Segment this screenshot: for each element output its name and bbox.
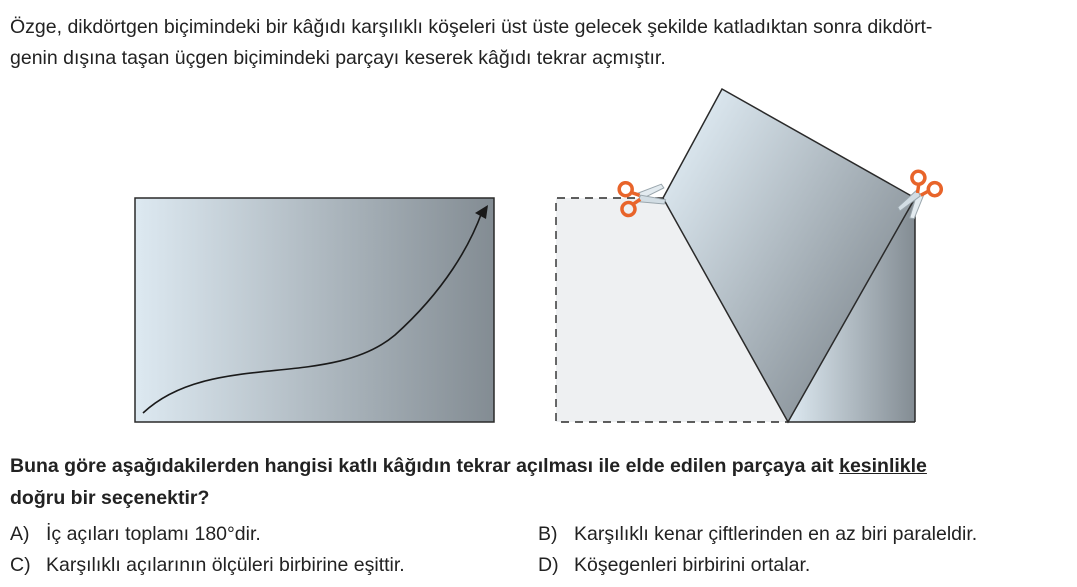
question-text xyxy=(10,450,1070,514)
option-letter: A) xyxy=(10,523,30,545)
option-letter: C) xyxy=(10,554,31,576)
option-text: Köşegenleri birbirini ortalar. xyxy=(574,554,811,576)
original-paper xyxy=(135,198,494,422)
intro-line-1: Özge, dikdörtgen biçimindeki bir kâğıdı karşılıklı köşeleri üst üste gelecek şekilde katladıktan sonra dikdört- xyxy=(10,16,933,38)
option-c[interactable] xyxy=(10,553,405,577)
question-line-2: doğru bir seçenektir? xyxy=(10,487,210,509)
option-text: Karşılıklı kenar çiftlerinden en az biri paraleldir. xyxy=(574,523,978,545)
option-text: İç açıları toplamı 180°dir. xyxy=(46,523,261,545)
question-line-1-text: Buna göre aşağıdakilerden hangisi katlı kâğıdın tekrar açılması ile elde edilen parçaya ait xyxy=(10,455,840,477)
intro-line-2: genin dışına taşan üçgen biçimindeki parçayı keserek kâğıdı tekrar açmıştır. xyxy=(10,47,666,69)
option-letter: B) xyxy=(538,523,558,545)
option-text: Karşılıklı açılarının ölçüleri birbirine eşittir. xyxy=(46,554,405,576)
folded-paper xyxy=(556,89,915,422)
option-a[interactable] xyxy=(10,522,261,546)
option-letter: D) xyxy=(538,554,559,576)
option-b[interactable] xyxy=(538,522,977,546)
paper-rectangle xyxy=(135,198,494,422)
option-d[interactable] xyxy=(538,553,810,577)
question-line-1 xyxy=(10,450,1070,482)
question-emphasis: kesinlikle xyxy=(839,455,927,477)
